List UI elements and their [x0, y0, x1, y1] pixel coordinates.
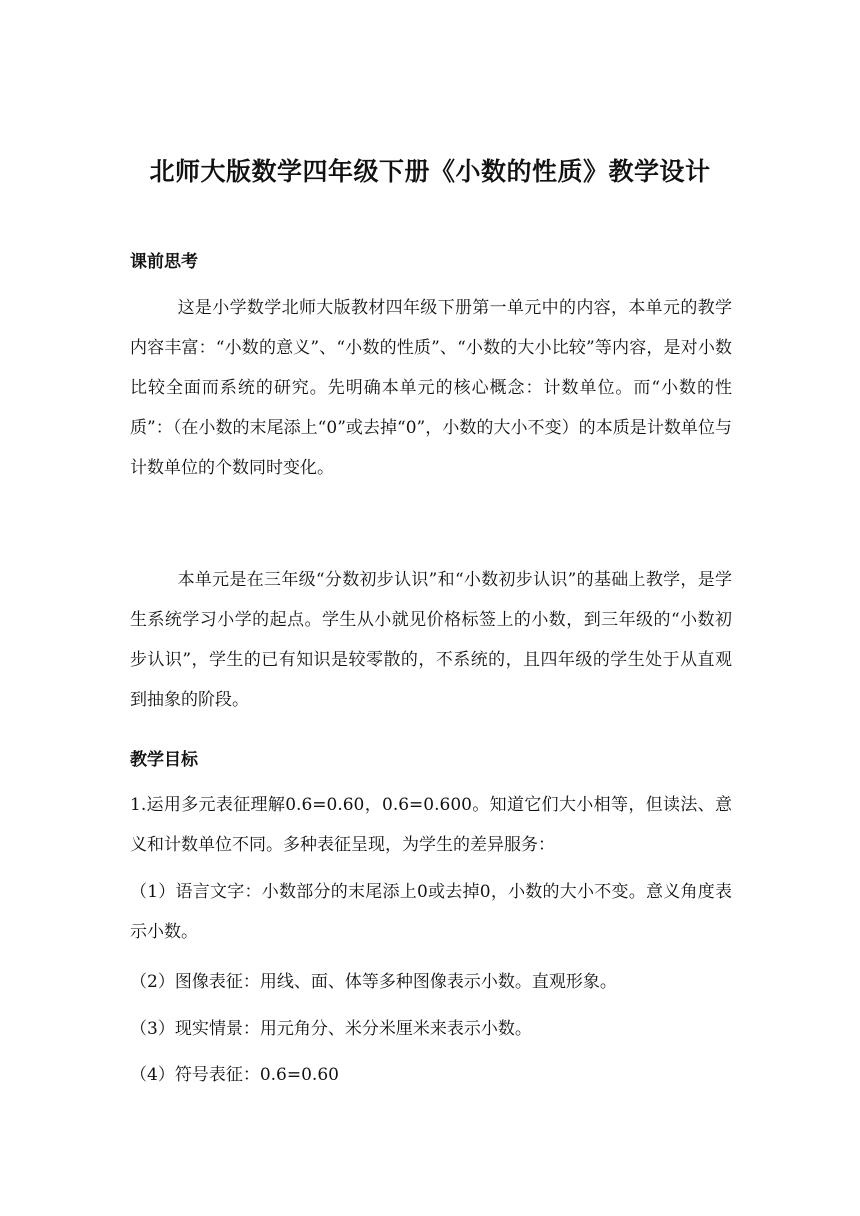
paragraph-pre-thinking-1: 这是小学数学北师大版教材四年级下册第一单元中的内容，本单元的教学内容丰富：“小数的意义”、“小数的性质”、“小数的大小比较”等内容，是对小数比较全面而系统的研究。先明确本单元的核心概念：计数单位。而“小数的性质”：（在小数的末尾添上“0”或去掉“0”，小数的大小不变）的本质是计数单位与计数单位的个数同时变化。 [130, 298, 732, 478]
section-heading-goals: 教学目标 [130, 750, 198, 770]
goal-item-1-sub-3: （3）现实情景：用元角分、米分米厘米来表示小数。 [130, 1019, 532, 1039]
goal-item-1-sub-4: （4）符号表征：0.6=0.60 [130, 1065, 339, 1085]
paragraph-pre-thinking-2: 本单元是在三年级“分数初步认识”和“小数初步认识”的基础上教学，是学生系统学习小学的起点。学生从小就见价格标签上的小数，到三年级的“小数初步认识”，学生的已有知识是较零散的，不系统的，且四年级的学生处于从直观到抽象的阶段。 [130, 570, 732, 710]
section-heading-pre-thinking: 课前思考 [130, 252, 198, 272]
goal-item-1-sub-2: （2）图像表征：用线、面、体等多种图像表示小数。直观形象。 [130, 972, 617, 992]
goal-item-1-sub-1: （1）语言文字：小数部分的末尾添上0或去掉0，小数的大小不变。意义角度表示小数。 [130, 882, 732, 942]
document-title: 北师大版数学四年级下册《小数的性质》教学设计 [149, 157, 711, 186]
goal-item-1: 1.运用多元表征理解0.6=0.60，0.6=0.600。知道它们大小相等，但读法、意义和计数单位不同。多种表征呈现，为学生的差异服务： [130, 795, 732, 855]
